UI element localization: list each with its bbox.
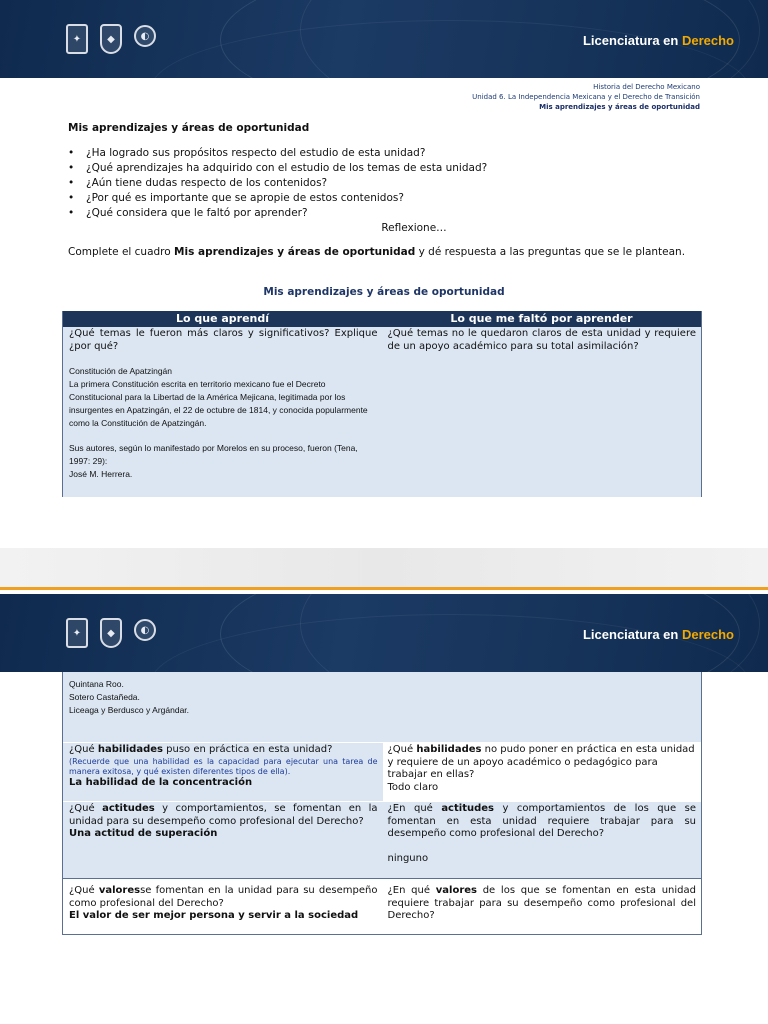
list-item: • ¿Qué considera que le faltó por aprender? xyxy=(68,206,487,221)
table-cell xyxy=(383,327,702,497)
program-title: Licenciatura en Derecho xyxy=(582,627,734,642)
breadcrumb-activity: Mis aprendizajes y áreas de oportunidad xyxy=(539,103,700,111)
table-row xyxy=(63,801,701,878)
answer-text: El valor de ser mejor persona y servir a la sociedad xyxy=(69,910,359,921)
answer-text: Sotero Castañeda. xyxy=(69,692,140,702)
question-text: ¿Qué actitudes y comportamientos, se fomentan en la unidad para su desempeño como profesional del Derecho? xyxy=(69,803,378,827)
breadcrumb-course: Historia del Derecho Mexicano xyxy=(593,83,700,91)
sua-logo-icon: ◐ xyxy=(134,619,156,641)
answer-text: Constitución de Apatzingán xyxy=(69,366,173,376)
table-cell xyxy=(63,802,383,878)
table-header xyxy=(63,311,701,327)
note-text: (Recuerde que una habilidad es la capacidad para ejecutar una tarea de manera exitosa, y qué existen diferentes tipos de ella). xyxy=(69,756,378,776)
answer-text: La primera Constitución escrita en territorio mexicano fue el Decreto Constitucional para la Libertad de la América Mejicana, legitimada por los insurgentes en Apatzingán, el 22 de octubre de 1814, y conocida popularmente como la Constitución de Apatzingán. xyxy=(69,379,368,428)
column-header-learned: Lo que aprendí xyxy=(175,312,270,325)
answer-text: ninguno xyxy=(387,852,429,864)
question-text: ¿Qué habilidades no pudo poner en práctica en esta unidad y requiere de un apoyo académico o pedagógico para trabajar en ellas? xyxy=(387,744,695,780)
answer-text: La habilidad de la concentración xyxy=(69,776,253,788)
list-item: • ¿Qué aprendizajes ha adquirido con el estudio de los temas de esta unidad? xyxy=(68,161,487,176)
answer-text: Una actitud de superación xyxy=(69,828,218,839)
question-text: ¿Qué temas le fueron más claros y significativos? Explique ¿por qué? xyxy=(69,328,378,352)
question-text: ¿En qué actitudes y comportamientos de los que se fomentan en esta unidad requiere trabajar para su desempeño como profesional del Derecho? xyxy=(387,803,696,839)
question-text: ¿Qué temas no le quedaron claros de esta unidad y requiere de un apoyo académico para su total asimilación? xyxy=(387,328,696,352)
column-header-missing: Lo que me faltó por aprender xyxy=(450,312,633,325)
institution-logos xyxy=(66,24,156,54)
unam-logo-icon: ✦ xyxy=(66,24,88,54)
question-text: ¿Qué valoresse fomentan en la unidad para su desempeño como profesional del Derecho? xyxy=(69,885,378,909)
table-row xyxy=(63,878,701,934)
list-item: • ¿Aún tiene dudas respecto de los contenidos? xyxy=(68,176,487,191)
list-item: • ¿Por qué es importante que se apropie de estos contenidos? xyxy=(68,191,487,206)
program-title: Licenciatura en Derecho xyxy=(582,33,734,48)
table-cell xyxy=(63,327,383,497)
breadcrumb xyxy=(472,82,700,112)
section-heading: Mis aprendizajes y áreas de oportunidad xyxy=(68,122,310,134)
question-text: ¿En qué valores de los que se fomentan en esta unidad requiere trabajar para su desempeño como profesional del Derecho? xyxy=(387,885,696,921)
table-cell xyxy=(383,884,702,934)
question-text: ¿Qué habilidades puso en práctica en esta unidad? xyxy=(69,744,333,755)
answer-text: José M. Herrera. xyxy=(69,469,133,479)
answer-text: Sus autores, según lo manifestado por Morelos en su proceso, fueron (Tena, 1997: 29): xyxy=(69,443,358,466)
answer-text: Liceaga y Berdusco y Argándar. xyxy=(69,705,190,715)
header-banner xyxy=(0,0,768,78)
answer-text: Todo claro xyxy=(387,781,439,793)
reflection-questions xyxy=(68,146,487,221)
shield-logo-icon: ◆ xyxy=(100,618,122,648)
institution-logos xyxy=(66,618,156,648)
table-cell xyxy=(63,672,383,742)
instruction-text: Complete el cuadro Mis aprendizajes y áreas de oportunidad y dé respuesta a las preguntas que se le plantean. xyxy=(68,246,686,258)
table-row xyxy=(63,327,701,497)
table-title: Mis aprendizajes y áreas de oportunidad xyxy=(263,286,505,298)
learning-table xyxy=(62,311,702,497)
learning-table-continued xyxy=(62,672,702,935)
table-cell xyxy=(63,884,383,934)
answer-text: Quintana Roo. xyxy=(69,679,124,689)
table-row xyxy=(63,742,701,801)
reflect-label: Reflexione… xyxy=(381,222,447,234)
table-cell xyxy=(383,672,702,742)
page-separator xyxy=(0,548,768,590)
header-banner xyxy=(0,594,768,672)
unam-logo-icon: ✦ xyxy=(66,618,88,648)
table-row xyxy=(63,672,701,742)
list-item: • ¿Ha logrado sus propósitos respecto del estudio de esta unidad? xyxy=(68,146,487,161)
table-cell xyxy=(63,743,383,801)
breadcrumb-unit: Unidad 6. La Independencia Mexicana y el Derecho de Transición xyxy=(472,93,700,101)
table-cell xyxy=(383,743,702,801)
table-cell xyxy=(383,802,702,878)
sua-logo-icon: ◐ xyxy=(134,25,156,47)
shield-logo-icon: ◆ xyxy=(100,24,122,54)
